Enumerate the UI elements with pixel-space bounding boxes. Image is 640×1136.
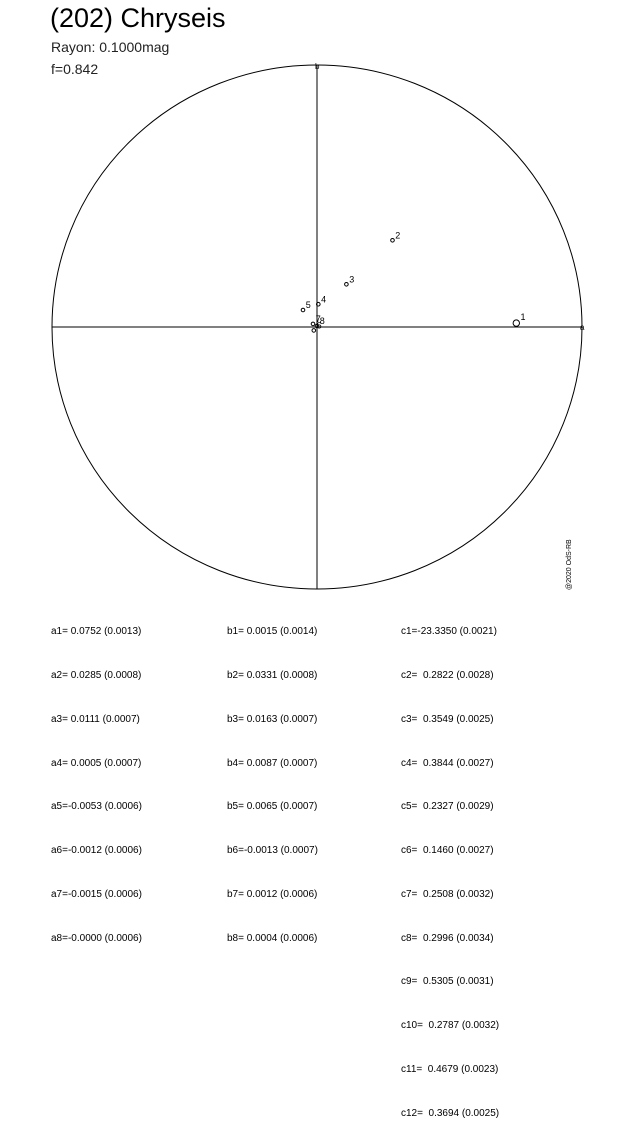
coef-c12: c12= 0.3694 (0.0025)	[401, 1107, 500, 1119]
data-point-label-7: 7	[315, 314, 321, 325]
data-point-6	[312, 329, 316, 333]
copyright-text: @2020 OdS-RB	[566, 539, 573, 590]
data-point-3	[345, 283, 349, 287]
coef-a2: a2= 0.0285 (0.0008)	[51, 669, 142, 681]
coef-c1: c1=-23.3350 (0.0021)	[401, 626, 497, 638]
coef-a8: a8=-0.0000 (0.0006)	[51, 932, 142, 944]
y-axis-label: b	[315, 62, 320, 71]
coef-b6: b6=-0.0013 (0.0007)	[227, 845, 318, 857]
coef-b3: b3= 0.0163 (0.0007)	[227, 713, 318, 725]
coef-b4: b4= 0.0087 (0.0007)	[227, 757, 318, 769]
coef-c2: c2= 0.2822 (0.0028)	[401, 669, 494, 681]
data-point-2	[391, 239, 395, 243]
coef-c8: c8= 0.2996 (0.0034)	[401, 932, 494, 944]
coef-c11: c11= 0.4679 (0.0023)	[401, 1064, 499, 1075]
coef-a5: a5=-0.0053 (0.0006)	[51, 801, 142, 813]
data-point-label-8: 8	[319, 316, 325, 327]
b-coefficients	[227, 596, 318, 961]
coef-c5: c5= 0.2327 (0.0029)	[401, 801, 494, 813]
data-point-5	[301, 308, 305, 312]
coef-c4: c4= 0.3844 (0.0027)	[401, 757, 494, 769]
data-point-label-1: 1	[520, 311, 526, 322]
coef-c9: c9= 0.5305 (0.0031)	[401, 976, 494, 988]
coef-b7: b7= 0.0012 (0.0006)	[227, 888, 318, 900]
coef-a7: a7=-0.0015 (0.0006)	[51, 888, 142, 900]
data-point-label-3: 3	[349, 274, 355, 285]
radius-label: Rayon: 0.1000mag	[51, 39, 170, 55]
coef-b5: b5= 0.0065 (0.0007)	[227, 801, 318, 813]
coef-b8: b8= 0.0004 (0.0006)	[227, 932, 318, 944]
coef-b1: b1= 0.0015 (0.0014)	[227, 626, 318, 638]
data-point-label-6: 6	[316, 320, 322, 331]
coef-c3: c3= 0.3549 (0.0025)	[401, 713, 494, 725]
coef-a3: a3= 0.0111 (0.0007)	[51, 713, 140, 725]
coef-c7: c7= 0.2508 (0.0032)	[401, 888, 494, 900]
data-point-label-2: 2	[395, 230, 401, 241]
data-point-label-4: 4	[321, 294, 327, 305]
data-points	[301, 231, 525, 333]
x-axis-label: a	[580, 323, 585, 332]
data-point-label-5: 5	[305, 300, 311, 311]
data-point-1	[513, 320, 519, 326]
coef-a4: a4= 0.0005 (0.0007)	[51, 757, 142, 769]
chart-title: (202) Chryseis	[50, 3, 226, 33]
coef-c6: c6= 0.1460 (0.0027)	[401, 845, 494, 857]
coef-b2: b2= 0.0331 (0.0008)	[227, 669, 318, 681]
coef-a1: a1= 0.0752 (0.0013)	[51, 626, 142, 638]
coef-c10: c10= 0.2787 (0.0032)	[401, 1020, 500, 1032]
data-point-7	[311, 322, 315, 326]
coef-a6: a6=-0.0012 (0.0006)	[51, 845, 142, 857]
f-value-label: f=0.842	[51, 61, 99, 77]
a-coefficients	[51, 596, 142, 961]
c-coefficients	[401, 596, 499, 1136]
